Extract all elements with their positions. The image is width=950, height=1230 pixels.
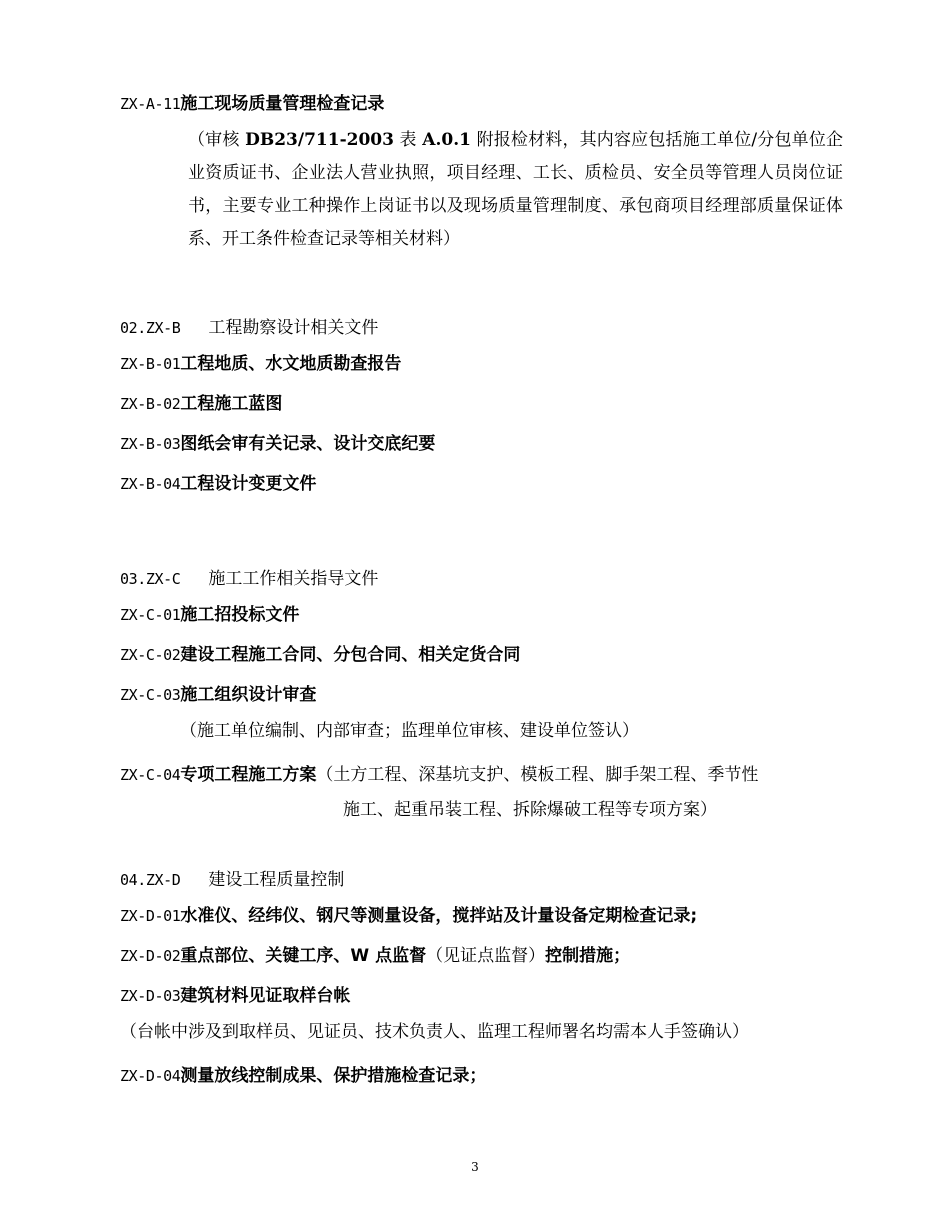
item-zx-c-04 — [120, 764, 758, 786]
note-text: （施工单位编制、内部审查；监理单位审核、建设单位签认） — [180, 721, 639, 741]
section-code: 04.ZX-D — [120, 871, 181, 889]
item-zx-b-02 — [120, 393, 282, 415]
item-zx-d-03-note — [120, 1021, 749, 1043]
item-title: 水准仪、经纬仪、钢尺等测量设备，搅拌站及计量设备定期检查记录; — [180, 906, 698, 926]
item-zx-d-04 — [120, 1065, 486, 1087]
item-zx-c-03 — [120, 684, 316, 706]
item-title: 施工现场质量管理检查记录 — [180, 94, 385, 114]
item-zx-d-02 — [120, 945, 630, 967]
item-zx-b-04 — [120, 473, 316, 495]
section-heading-b — [120, 317, 378, 339]
note-text: （审核 — [188, 130, 246, 150]
item-title: 工程地质、水文地质勘查报告 — [180, 354, 402, 374]
item-code: ZX-C-03 — [120, 686, 181, 704]
item-code: ZX-B-02 — [120, 395, 181, 413]
item-title: 施工招投标文件 — [180, 605, 300, 625]
item-title: 图纸会审有关记录、设计交底纪要 — [180, 434, 436, 454]
item-code: ZX-C-04 — [120, 766, 181, 784]
section-title: 施工工作相关指导文件 — [208, 569, 379, 589]
item-title: 专项工程施工方案 — [180, 765, 317, 785]
section-title: 建设工程质量控制 — [208, 870, 345, 890]
item-title: 建筑材料见证取样台帐 — [180, 986, 351, 1006]
item-title: 控制措施； — [545, 946, 631, 966]
item-zx-d-01 — [120, 905, 697, 927]
item-title: 重点部位、关键工序、W 点监督 — [180, 946, 427, 966]
item-code: ZX-C-01 — [120, 606, 181, 624]
item-code: ZX-D-01 — [120, 907, 181, 925]
section-heading-d — [120, 869, 344, 891]
note-text: 附报检材料，其内容应包括施工单位/分包单位企业资质证书、企业法人营业执照，项目经理、工长、质检员、安全员等管理人员岗位证书，主要专业工种操作上岗证书以及现场质量管理制度、承包商项目经理部质量保证体系、开工条件检查记录等相关材料） — [188, 130, 843, 249]
item-zx-b-03 — [120, 433, 435, 455]
item-code: ZX-B-01 — [120, 355, 181, 373]
section-title: 工程勘察设计相关文件 — [208, 318, 379, 338]
section-code: 02.ZX-B — [120, 319, 181, 337]
item-code: ZX-B-04 — [120, 475, 181, 493]
item-code: ZX-D-03 — [120, 987, 181, 1005]
item-code: ZX-A-11 — [120, 95, 181, 113]
item-zx-c-02 — [120, 644, 520, 666]
item-title: 工程施工蓝图 — [180, 394, 283, 414]
item-title: 建设工程施工合同、分包合同、相关定货合同 — [180, 645, 521, 665]
standard-code: DB23/711-2003 — [245, 130, 394, 150]
section-code: 03.ZX-C — [120, 570, 181, 588]
section-heading-c — [120, 568, 378, 590]
note-text: （土方工程、深基坑支护、模板工程、脚手架工程、季节性 — [316, 765, 759, 785]
item-code: ZX-B-03 — [120, 435, 181, 453]
item-zx-c-04-note-cont — [343, 799, 717, 821]
note-text: （台帐中涉及到取样员、见证员、技术负责人、监理工程师署名均需本人手签确认） — [120, 1022, 749, 1042]
item-zx-b-01 — [120, 353, 401, 375]
item-code: ZX-D-04 — [120, 1067, 181, 1085]
page-number: 3 — [471, 1160, 479, 1174]
item-zx-c-03-note — [180, 720, 639, 742]
note-text: （见证点监督） — [426, 946, 546, 966]
item-zx-c-01 — [120, 604, 299, 626]
item-title: 测量放线控制成果、保护措施检查记录； — [180, 1066, 487, 1086]
note-text: 表 — [393, 130, 423, 150]
item-zx-d-03 — [120, 985, 350, 1007]
item-title: 工程设计变更文件 — [180, 474, 317, 494]
item-zx-a-11 — [120, 93, 384, 115]
item-code: ZX-C-02 — [120, 646, 181, 664]
note-text: 施工、起重吊装工程、拆除爆破工程等专项方案） — [343, 800, 717, 820]
item-code: ZX-D-02 — [120, 947, 181, 965]
item-zx-a-11-note — [188, 124, 843, 256]
item-title: 施工组织设计审查 — [180, 685, 317, 705]
table-code: A.0.1 — [422, 130, 471, 150]
